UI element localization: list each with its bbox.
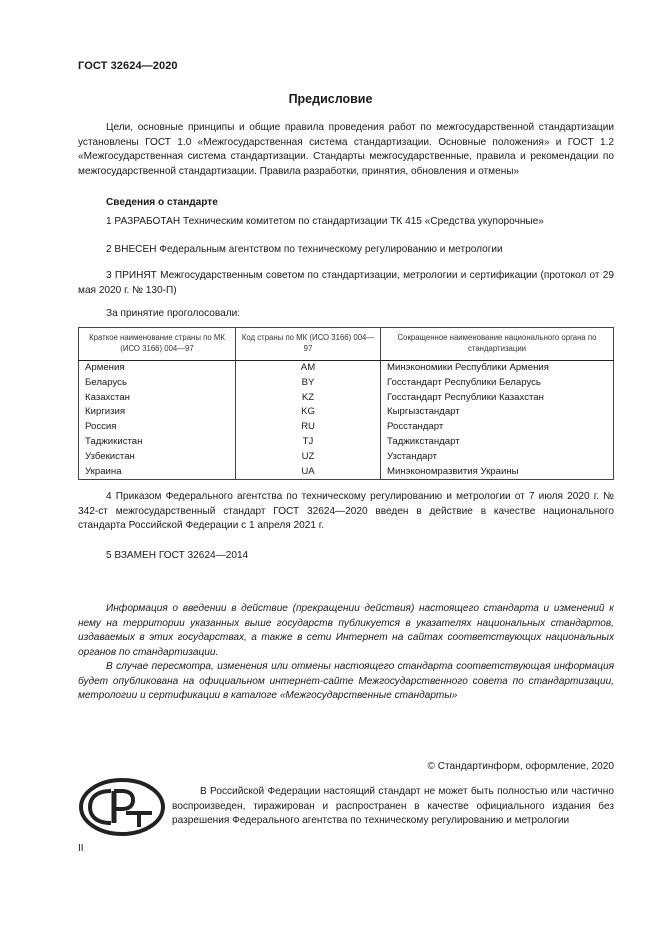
- code-cell: RU: [236, 420, 381, 435]
- rst-logo-icon: [78, 777, 166, 837]
- item-replaces: 5 ВЗАМЕН ГОСТ 32624—2014: [106, 550, 249, 561]
- body-cell: Узстандарт: [381, 450, 614, 465]
- body-cell: Минэкономики Республики Армения: [381, 361, 614, 376]
- table-row: [79, 405, 614, 420]
- body-cell: Госстандарт Республики Беларусь: [381, 376, 614, 391]
- page-title: Предисловие: [288, 92, 373, 106]
- country-cell: Армения: [79, 361, 236, 376]
- country-cell: Беларусь: [79, 376, 236, 391]
- country-cell: Узбекистан: [79, 450, 236, 465]
- column-header-country: Краткое наименование страны по МК (ИСО 3166) 004—97: [79, 328, 236, 361]
- page-number: II: [78, 843, 84, 854]
- code-cell: UA: [236, 465, 381, 480]
- table-row: [79, 465, 614, 480]
- intro-paragraph: Цели, основные принципы и общие правила проведения работ по межгосударственной стандартизации установлены ГОСТ 1.0 «Межгосударственная система стандартизации. Основные положения» и ГОСТ 1.2 «Межгосударственная система стандартизации. Стандарты межгосударственные, правила и рекомендации по межгосударственной стандартизации. Правила разработки, принятия, обновления и отмены»: [78, 122, 614, 177]
- voting-table: [78, 327, 614, 480]
- code-cell: KG: [236, 405, 381, 420]
- country-cell: Россия: [79, 420, 236, 435]
- country-cell: Казахстан: [79, 391, 236, 406]
- code-cell: TJ: [236, 435, 381, 450]
- table-row: [79, 420, 614, 435]
- table-row: [79, 450, 614, 465]
- copyright-notice: © Стандартинформ, оформление, 2020: [427, 761, 614, 772]
- section-title: Сведения о стандарте: [106, 197, 218, 208]
- code-cell: KZ: [236, 391, 381, 406]
- body-cell: Таджикстандарт: [381, 435, 614, 450]
- info-paragraph-revision: В случае пересмотра, изменения или отмены настоящего стандарта соответствующая информация будет опубликована на официальном интернет-сайте Межгосударственного совета по стандартизации, метрологии и сертификации в каталоге «Межгосударственные стандарты»: [78, 661, 614, 702]
- code-cell: BY: [236, 376, 381, 391]
- table-row: [79, 361, 614, 376]
- item-enacted: 4 Приказом Федерального агентства по техническому регулированию и метрологии от 7 июля 2020 г. № 342-ст межгосударственный стандарт ГОСТ 32624—2020 введен в действие в качестве национального стандарта Российской Федерации с 1 апреля 2021 г.: [78, 491, 614, 532]
- country-cell: Украина: [79, 465, 236, 480]
- body-cell: Кыргызстандарт: [381, 405, 614, 420]
- column-header-code: Код страны по МК (ИСО 3166) 004—97: [236, 328, 381, 361]
- body-cell: Госстандарт Республики Казахстан: [381, 391, 614, 406]
- table-row: [79, 376, 614, 391]
- code-cell: UZ: [236, 450, 381, 465]
- country-cell: Таджикистан: [79, 435, 236, 450]
- document-id-header: ГОСТ 32624—2020: [78, 60, 178, 72]
- country-cell: Киргизия: [79, 405, 236, 420]
- code-cell: AM: [236, 361, 381, 376]
- item-submitted: 2 ВНЕСЕН Федеральным агентством по техническому регулированию и метрологии: [106, 244, 503, 255]
- body-cell: Минэкономразвития Украины: [381, 465, 614, 480]
- column-header-body: Сокращенное наименование национального органа по стандартизации: [381, 328, 614, 361]
- rights-notice: В Российской Федерации настоящий стандарт не может быть полностью или частично воспроизведен, тиражирован и распространен в качестве официального издания без разрешения Федерального агентства по техническому регулированию и метрологии: [172, 786, 614, 827]
- info-paragraph-publication: Информация о введении в действие (прекращении действия) настоящего стандарта и изменений к нему на территории указанных выше государств публикуется в указателях национальных стандартов, издаваемых в этих государствах, а также в сети Интернет на сайтах соответствующих национальных органов по стандартизации.: [78, 603, 614, 658]
- body-cell: Росстандарт: [381, 420, 614, 435]
- table-row: [79, 391, 614, 406]
- table-row: [79, 435, 614, 450]
- item-developed: 1 РАЗРАБОТАН Техническим комитетом по стандартизации ТК 415 «Средства укупорочные»: [106, 216, 544, 227]
- table-header-row: [79, 328, 614, 361]
- item-adopted: 3 ПРИНЯТ Межгосударственным советом по стандартизации, метрологии и сертификации (протокол от 29 мая 2020 г. № 130-П): [78, 270, 614, 296]
- voted-label: За принятие проголосовали:: [106, 308, 241, 319]
